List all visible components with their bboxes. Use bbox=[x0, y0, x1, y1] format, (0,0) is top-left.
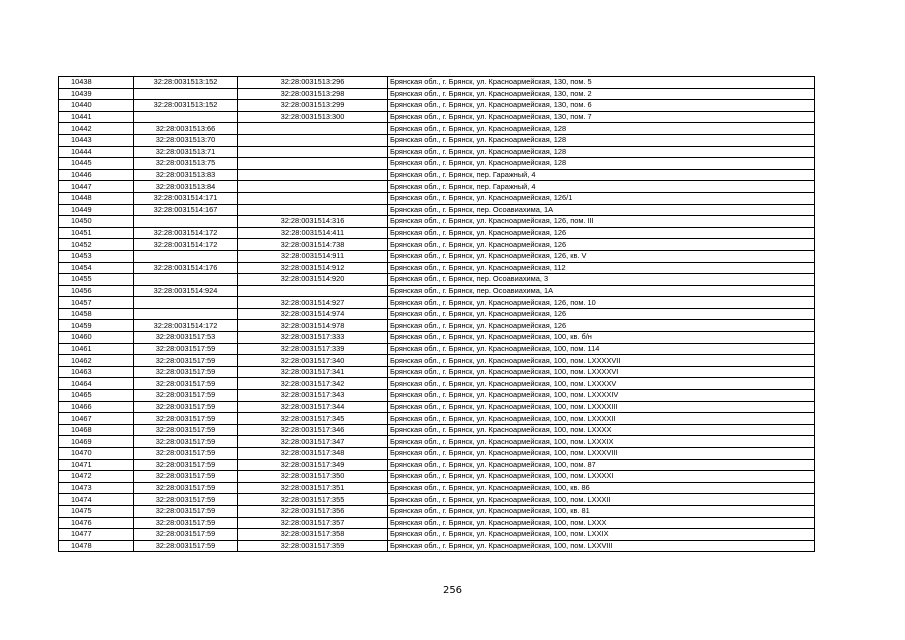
row-number-cell: 10441 bbox=[59, 111, 134, 123]
table-row bbox=[59, 192, 815, 204]
object-number-cell: 32:28:0031517:342 bbox=[238, 378, 388, 390]
object-number-cell bbox=[238, 204, 388, 216]
parcel-number-cell: 32:28:0031513:152 bbox=[134, 100, 238, 112]
row-number-cell: 10450 bbox=[59, 216, 134, 228]
table-row bbox=[59, 285, 815, 297]
address-cell: Брянская обл., г. Брянск, ул. Красноармейская, 100, пом. LXXXXV bbox=[388, 378, 815, 390]
address-cell: Брянская обл., г. Брянск, ул. Красноармейская, 100, пом. LXXVIII bbox=[388, 540, 815, 552]
row-number-cell: 10442 bbox=[59, 123, 134, 135]
row-number-cell: 10469 bbox=[59, 436, 134, 448]
row-number-cell: 10474 bbox=[59, 494, 134, 506]
parcel-number-cell: 32:28:0031514:924 bbox=[134, 285, 238, 297]
object-number-cell: 32:28:0031517:346 bbox=[238, 424, 388, 436]
row-number-cell: 10478 bbox=[59, 540, 134, 552]
parcel-number-cell: 32:28:0031517:59 bbox=[134, 494, 238, 506]
object-number-cell: 32:28:0031514:920 bbox=[238, 274, 388, 286]
table-row bbox=[59, 146, 815, 158]
address-cell: Брянская обл., г. Брянск, ул. Красноармейская, 130, пом. 7 bbox=[388, 111, 815, 123]
row-number-cell: 10439 bbox=[59, 88, 134, 100]
object-number-cell: 32:28:0031517:357 bbox=[238, 517, 388, 529]
address-cell: Брянская обл., г. Брянск, ул. Красноармейская, 130, пом. 6 bbox=[388, 100, 815, 112]
parcel-number-cell bbox=[134, 216, 238, 228]
parcel-number-cell: 32:28:0031517:59 bbox=[134, 529, 238, 541]
address-cell: Брянская обл., г. Брянск, ул. Красноармейская, 126, пом. III bbox=[388, 216, 815, 228]
address-cell: Брянская обл., г. Брянск, ул. Красноармейская, 126 bbox=[388, 239, 815, 251]
address-cell: Брянская обл., г. Брянск, ул. Красноармейская, 100, пом. 114 bbox=[388, 343, 815, 355]
table-row bbox=[59, 401, 815, 413]
parcel-number-cell: 32:28:0031513:75 bbox=[134, 158, 238, 170]
table-row bbox=[59, 471, 815, 483]
address-cell: Брянская обл., г. Брянск, ул. Красноармейская, 112 bbox=[388, 262, 815, 274]
parcel-number-cell: 32:28:0031517:59 bbox=[134, 390, 238, 402]
table-row bbox=[59, 424, 815, 436]
address-cell: Брянская обл., г. Брянск, пер. Осоавиахима, 1А bbox=[388, 285, 815, 297]
table-row bbox=[59, 169, 815, 181]
table-row bbox=[59, 505, 815, 517]
object-number-cell bbox=[238, 123, 388, 135]
table-row bbox=[59, 181, 815, 193]
parcel-number-cell: 32:28:0031517:59 bbox=[134, 448, 238, 460]
address-cell: Брянская обл., г. Брянск, ул. Красноармейская, 128 bbox=[388, 123, 815, 135]
row-number-cell: 10465 bbox=[59, 390, 134, 402]
page-number: 256 bbox=[442, 585, 463, 596]
parcel-number-cell: 32:28:0031517:59 bbox=[134, 378, 238, 390]
object-number-cell: 32:28:0031517:344 bbox=[238, 401, 388, 413]
row-number-cell: 10446 bbox=[59, 169, 134, 181]
row-number-cell: 10466 bbox=[59, 401, 134, 413]
object-number-cell bbox=[238, 285, 388, 297]
object-number-cell: 32:28:0031517:339 bbox=[238, 343, 388, 355]
object-number-cell: 32:28:0031513:299 bbox=[238, 100, 388, 112]
address-cell: Брянская обл., г. Брянск, пер. Гаражный, 4 bbox=[388, 181, 815, 193]
parcel-number-cell bbox=[134, 111, 238, 123]
parcel-number-cell: 32:28:0031517:59 bbox=[134, 401, 238, 413]
object-number-cell: 32:28:0031517:347 bbox=[238, 436, 388, 448]
object-number-cell: 32:28:0031517:345 bbox=[238, 413, 388, 425]
table-row bbox=[59, 88, 815, 100]
parcel-number-cell bbox=[134, 250, 238, 262]
object-number-cell: 32:28:0031517:340 bbox=[238, 355, 388, 367]
address-cell: Брянская обл., г. Брянск, ул. Красноармейская, 100, кв. 86 bbox=[388, 482, 815, 494]
object-number-cell: 32:28:0031514:738 bbox=[238, 239, 388, 251]
parcel-number-cell: 32:28:0031514:176 bbox=[134, 262, 238, 274]
address-cell: Брянская обл., г. Брянск, ул. Красноармейская, 130, пом. 2 bbox=[388, 88, 815, 100]
row-number-cell: 10443 bbox=[59, 134, 134, 146]
row-number-cell: 10458 bbox=[59, 308, 134, 320]
object-number-cell: 32:28:0031517:341 bbox=[238, 366, 388, 378]
table-row bbox=[59, 436, 815, 448]
table-row bbox=[59, 517, 815, 529]
table-row bbox=[59, 529, 815, 541]
row-number-cell: 10475 bbox=[59, 505, 134, 517]
row-number-cell: 10451 bbox=[59, 227, 134, 239]
object-number-cell: 32:28:0031514:911 bbox=[238, 250, 388, 262]
parcel-number-cell: 32:28:0031517:59 bbox=[134, 482, 238, 494]
row-number-cell: 10472 bbox=[59, 471, 134, 483]
address-cell: Брянская обл., г. Брянск, ул. Красноармейская, 100, пом. LXXXIX bbox=[388, 436, 815, 448]
table-row bbox=[59, 355, 815, 367]
object-number-cell bbox=[238, 134, 388, 146]
address-cell: Брянская обл., г. Брянск, ул. Красноармейская, 100, пом. LXXXX bbox=[388, 424, 815, 436]
row-number-cell: 10461 bbox=[59, 343, 134, 355]
row-number-cell: 10457 bbox=[59, 297, 134, 309]
table-row bbox=[59, 459, 815, 471]
parcel-number-cell: 32:28:0031517:59 bbox=[134, 436, 238, 448]
object-number-cell: 32:28:0031514:927 bbox=[238, 297, 388, 309]
table-row bbox=[59, 390, 815, 402]
object-number-cell: 32:28:0031514:411 bbox=[238, 227, 388, 239]
parcel-number-cell: 32:28:0031517:59 bbox=[134, 355, 238, 367]
row-number-cell: 10452 bbox=[59, 239, 134, 251]
address-cell: Брянская обл., г. Брянск, ул. Красноармейская, 100, пом. LXXXII bbox=[388, 494, 815, 506]
object-number-cell: 32:28:0031513:300 bbox=[238, 111, 388, 123]
object-number-cell bbox=[238, 169, 388, 181]
parcel-number-cell: 32:28:0031517:59 bbox=[134, 413, 238, 425]
row-number-cell: 10477 bbox=[59, 529, 134, 541]
object-number-cell: 32:28:0031514:974 bbox=[238, 308, 388, 320]
address-cell: Брянская обл., г. Брянск, ул. Красноармейская, 100, пом. LXXXXIII bbox=[388, 401, 815, 413]
table-row bbox=[59, 134, 815, 146]
row-number-cell: 10459 bbox=[59, 320, 134, 332]
address-cell: Брянская обл., г. Брянск, ул. Красноармейская, 128 bbox=[388, 134, 815, 146]
row-number-cell: 10453 bbox=[59, 250, 134, 262]
object-number-cell bbox=[238, 181, 388, 193]
address-cell: Брянская обл., г. Брянск, ул. Красноармейская, 100, пом. LXXXVIII bbox=[388, 448, 815, 460]
row-number-cell: 10476 bbox=[59, 517, 134, 529]
table-row bbox=[59, 320, 815, 332]
address-cell: Брянская обл., г. Брянск, ул. Красноармейская, 126 bbox=[388, 308, 815, 320]
object-number-cell: 32:28:0031517:356 bbox=[238, 505, 388, 517]
address-cell: Брянская обл., г. Брянск, ул. Красноармейская, 126 bbox=[388, 227, 815, 239]
address-cell: Брянская обл., г. Брянск, пер. Осоавиахима, 3 bbox=[388, 274, 815, 286]
object-number-cell: 32:28:0031517:355 bbox=[238, 494, 388, 506]
address-cell: Брянская обл., г. Брянск, ул. Красноармейская, 126, кв. V bbox=[388, 250, 815, 262]
table-row bbox=[59, 158, 815, 170]
parcel-number-cell: 32:28:0031514:172 bbox=[134, 227, 238, 239]
parcel-number-cell: 32:28:0031514:171 bbox=[134, 192, 238, 204]
table-row bbox=[59, 250, 815, 262]
address-cell: Брянская обл., г. Брянск, пер. Осоавиахима, 1А bbox=[388, 204, 815, 216]
address-cell: Брянская обл., г. Брянск, ул. Красноармейская, 126, пом. 10 bbox=[388, 297, 815, 309]
object-number-cell: 32:28:0031513:296 bbox=[238, 77, 388, 89]
row-number-cell: 10449 bbox=[59, 204, 134, 216]
row-number-cell: 10455 bbox=[59, 274, 134, 286]
row-number-cell: 10454 bbox=[59, 262, 134, 274]
table-row bbox=[59, 204, 815, 216]
parcel-number-cell: 32:28:0031517:59 bbox=[134, 540, 238, 552]
row-number-cell: 10467 bbox=[59, 413, 134, 425]
parcel-number-cell: 32:28:0031513:83 bbox=[134, 169, 238, 181]
row-number-cell: 10460 bbox=[59, 332, 134, 344]
row-number-cell: 10448 bbox=[59, 192, 134, 204]
row-number-cell: 10440 bbox=[59, 100, 134, 112]
object-number-cell bbox=[238, 146, 388, 158]
object-number-cell: 32:28:0031517:351 bbox=[238, 482, 388, 494]
row-number-cell: 10447 bbox=[59, 181, 134, 193]
table-row bbox=[59, 308, 815, 320]
table-row bbox=[59, 262, 815, 274]
object-number-cell: 32:28:0031514:978 bbox=[238, 320, 388, 332]
parcel-number-cell bbox=[134, 308, 238, 320]
table-row bbox=[59, 227, 815, 239]
parcel-number-cell: 32:28:0031517:59 bbox=[134, 505, 238, 517]
table-row bbox=[59, 239, 815, 251]
row-number-cell: 10438 bbox=[59, 77, 134, 89]
parcel-number-cell: 32:28:0031517:59 bbox=[134, 424, 238, 436]
table-row bbox=[59, 494, 815, 506]
row-number-cell: 10444 bbox=[59, 146, 134, 158]
address-cell: Брянская обл., г. Брянск, ул. Красноармейская, 128 bbox=[388, 158, 815, 170]
table-row bbox=[59, 366, 815, 378]
address-cell: Брянская обл., г. Брянск, ул. Красноармейская, 100, пом. LXXXXI bbox=[388, 471, 815, 483]
row-number-cell: 10445 bbox=[59, 158, 134, 170]
parcel-number-cell: 32:28:0031513:84 bbox=[134, 181, 238, 193]
parcel-number-cell bbox=[134, 297, 238, 309]
object-number-cell: 32:28:0031517:348 bbox=[238, 448, 388, 460]
parcel-number-cell: 32:28:0031514:172 bbox=[134, 239, 238, 251]
address-cell: Брянская обл., г. Брянск, ул. Красноармейская, 100, пом. LXXXXVI bbox=[388, 366, 815, 378]
address-cell: Брянская обл., г. Брянск, ул. Красноармейская, 100, кв. б/н bbox=[388, 332, 815, 344]
address-cell: Брянская обл., г. Брянск, ул. Красноармейская, 100, пом. 87 bbox=[388, 459, 815, 471]
object-number-cell: 32:28:0031517:343 bbox=[238, 390, 388, 402]
row-number-cell: 10463 bbox=[59, 366, 134, 378]
row-number-cell: 10470 bbox=[59, 448, 134, 460]
table-row bbox=[59, 123, 815, 135]
parcel-number-cell bbox=[134, 274, 238, 286]
table-row bbox=[59, 77, 815, 89]
address-cell: Брянская обл., г. Брянск, ул. Красноармейская, 100, пом. LXXIX bbox=[388, 529, 815, 541]
object-number-cell: 32:28:0031517:333 bbox=[238, 332, 388, 344]
row-number-cell: 10456 bbox=[59, 285, 134, 297]
parcel-number-cell: 32:28:0031517:59 bbox=[134, 517, 238, 529]
parcel-number-cell: 32:28:0031517:53 bbox=[134, 332, 238, 344]
address-cell: Брянская обл., г. Брянск, ул. Красноармейская, 100, кв. 81 bbox=[388, 505, 815, 517]
table-row bbox=[59, 111, 815, 123]
row-number-cell: 10468 bbox=[59, 424, 134, 436]
table-row bbox=[59, 343, 815, 355]
object-number-cell: 32:28:0031517:350 bbox=[238, 471, 388, 483]
registry-table-body bbox=[59, 77, 815, 552]
table-row bbox=[59, 332, 815, 344]
object-number-cell: 32:28:0031517:358 bbox=[238, 529, 388, 541]
parcel-number-cell: 32:28:0031517:59 bbox=[134, 366, 238, 378]
address-cell: Брянская обл., г. Брянск, ул. Красноармейская, 100, пом. LXXXXII bbox=[388, 413, 815, 425]
row-number-cell: 10464 bbox=[59, 378, 134, 390]
table-row bbox=[59, 100, 815, 112]
address-cell: Брянская обл., г. Брянск, ул. Красноармейская, 100, пом. LXXXXVII bbox=[388, 355, 815, 367]
registry-table bbox=[58, 76, 815, 552]
parcel-number-cell: 32:28:0031514:172 bbox=[134, 320, 238, 332]
address-cell: Брянская обл., г. Брянск, пер. Гаражный, 4 bbox=[388, 169, 815, 181]
parcel-number-cell: 32:28:0031517:59 bbox=[134, 459, 238, 471]
parcel-number-cell bbox=[134, 88, 238, 100]
address-cell: Брянская обл., г. Брянск, ул. Красноармейская, 130, пом. 5 bbox=[388, 77, 815, 89]
parcel-number-cell: 32:28:0031517:59 bbox=[134, 343, 238, 355]
address-cell: Брянская обл., г. Брянск, ул. Красноармейская, 100, пом. LXXX bbox=[388, 517, 815, 529]
parcel-number-cell: 32:28:0031513:71 bbox=[134, 146, 238, 158]
table-row bbox=[59, 274, 815, 286]
parcel-number-cell: 32:28:0031513:66 bbox=[134, 123, 238, 135]
parcel-number-cell: 32:28:0031517:59 bbox=[134, 471, 238, 483]
row-number-cell: 10471 bbox=[59, 459, 134, 471]
address-cell: Брянская обл., г. Брянск, ул. Красноармейская, 128 bbox=[388, 146, 815, 158]
address-cell: Брянская обл., г. Брянск, ул. Красноармейская, 126 bbox=[388, 320, 815, 332]
table-row bbox=[59, 482, 815, 494]
row-number-cell: 10462 bbox=[59, 355, 134, 367]
table-row bbox=[59, 378, 815, 390]
object-number-cell: 32:28:0031517:349 bbox=[238, 459, 388, 471]
parcel-number-cell: 32:28:0031513:70 bbox=[134, 134, 238, 146]
table-row bbox=[59, 413, 815, 425]
table-row bbox=[59, 448, 815, 460]
object-number-cell: 32:28:0031517:359 bbox=[238, 540, 388, 552]
object-number-cell: 32:28:0031513:298 bbox=[238, 88, 388, 100]
parcel-number-cell: 32:28:0031514:167 bbox=[134, 204, 238, 216]
table-row bbox=[59, 216, 815, 228]
address-cell: Брянская обл., г. Брянск, ул. Красноармейская, 126/1 bbox=[388, 192, 815, 204]
address-cell: Брянская обл., г. Брянск, ул. Красноармейская, 100, пом. LXXXXIV bbox=[388, 390, 815, 402]
parcel-number-cell: 32:28:0031513:152 bbox=[134, 77, 238, 89]
table-row bbox=[59, 540, 815, 552]
table-row bbox=[59, 297, 815, 309]
object-number-cell bbox=[238, 158, 388, 170]
row-number-cell: 10473 bbox=[59, 482, 134, 494]
object-number-cell: 32:28:0031514:316 bbox=[238, 216, 388, 228]
object-number-cell bbox=[238, 192, 388, 204]
object-number-cell: 32:28:0031514:912 bbox=[238, 262, 388, 274]
